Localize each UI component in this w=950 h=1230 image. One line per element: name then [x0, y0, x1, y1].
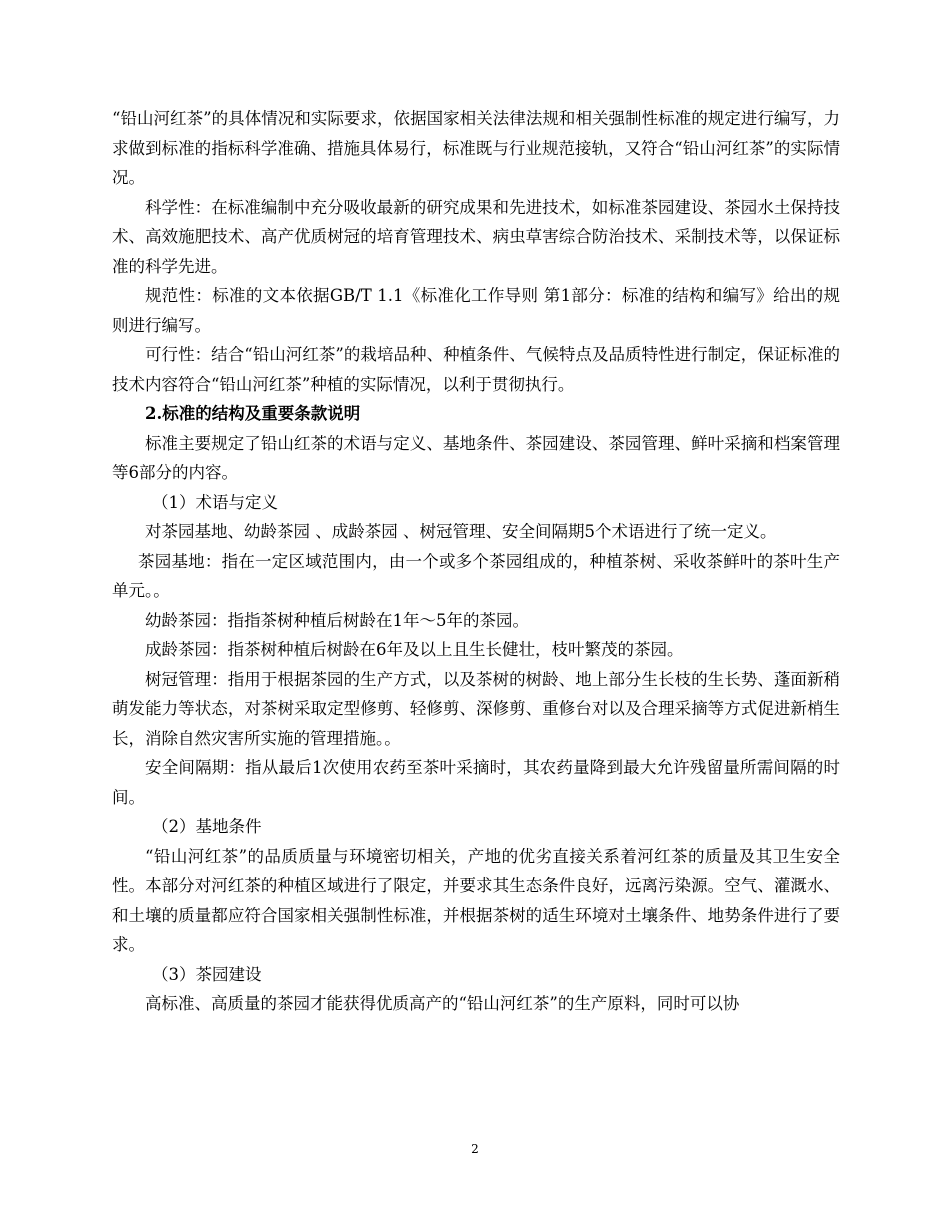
paragraph-garden-construction: 高标准、高质量的茶园才能获得优质高产的“铅山河红茶”的生产原料，同时可以协: [145, 994, 740, 1013]
paragraph-structure: 标准主要规定了铅山红茶的术语与定义、基地条件、茶园建设、茶园管理、鲜叶采摘和档案管理等6部分的内容。: [112, 433, 840, 482]
section-heading: 2.标准的结构及重要条款说明: [145, 404, 361, 423]
subheading-base-conditions: （2）基地条件: [152, 817, 262, 836]
paragraph-scientific: 科学性：在标准编制中充分吸收最新的研究成果和先进技术，如标准茶园建设、茶园水土保持技术、高效施肥技术、高产优质树冠的培育管理技术、病虫草害综合防治技术、采制技术等，以保证标准的科学先进。: [112, 197, 840, 276]
paragraph-feasibility: 可行性：结合“铅山河红茶”的栽培品种、种植条件、气候特点及品质特性进行制定，保证标准的技术内容符合“铅山河红茶”种植的实际情况，以利于贯彻执行。: [112, 345, 840, 394]
definition-mature-garden: 成龄茶园：指茶树种植后树龄在6年及以上且生长健壮，枝叶繁茂的茶园。: [145, 640, 684, 659]
page-number: 2: [471, 1142, 479, 1156]
definition-young-garden: 幼龄茶园：指指茶树种植后树龄在1年～5年的茶园。: [145, 610, 529, 630]
definition-canopy-management: 树冠管理：指用于根据茶园的生产方式，以及茶树的树龄、地上部分生长枝的生长势、蓬面新稍萌发能力等状态，对茶树采取定型修剪、轻修剪、深修剪、重修台对以及合理采摘等方式促进新梢生长，消除自然灾害所实施的管理措施。。: [112, 669, 840, 748]
paragraph-normative: 规范性：标准的文本依据GB/T 1.1《标准化工作导则 第1部分：标准的结构和编写》给出的规则进行编写。: [112, 286, 840, 335]
subheading-garden-construction: （3）茶园建设: [152, 964, 262, 984]
document-body: [112, 104, 840, 1019]
paragraph-intro: “铅山河红茶”的具体情况和实际要求，依据国家相关法律法规和相关强制性标准的规定进行编写，力求做到标准的指标科学准确、措施具体易行，标准既与行业规范接轨，又符合“铅山河红茶”的实际情况。: [112, 109, 840, 187]
paragraph-terms-summary: 对茶园基地、幼龄茶园 、成龄茶园 、树冠管理、安全间隔期5个术语进行了统一定义。: [145, 522, 777, 541]
subheading-terms: （1）术语与定义: [152, 492, 278, 512]
definition-tea-base: 茶园基地：指在一定区域范围内，由一个或多个茶园组成的，种植茶树、采收茶鲜叶的茶叶生产单元。。: [112, 551, 840, 600]
definition-safety-interval: 安全间隔期：指从最后1次使用农药至茶叶采摘时，其农药量降到最大允许残留量所需间隔的时间。: [112, 758, 840, 807]
paragraph-base-conditions: “铅山河红茶”的品质质量与环境密切相关，产地的优劣直接关系着河红茶的质量及其卫生安全性。本部分对河红茶的种植区域进行了限定，并要求其生态条件良好，远离污染源。空气、灌溉水、和土壤的质量都应符合国家相关强制性标准，并根据茶树的适生环境对土壤条件、地势条件进行了要求。: [112, 846, 840, 954]
